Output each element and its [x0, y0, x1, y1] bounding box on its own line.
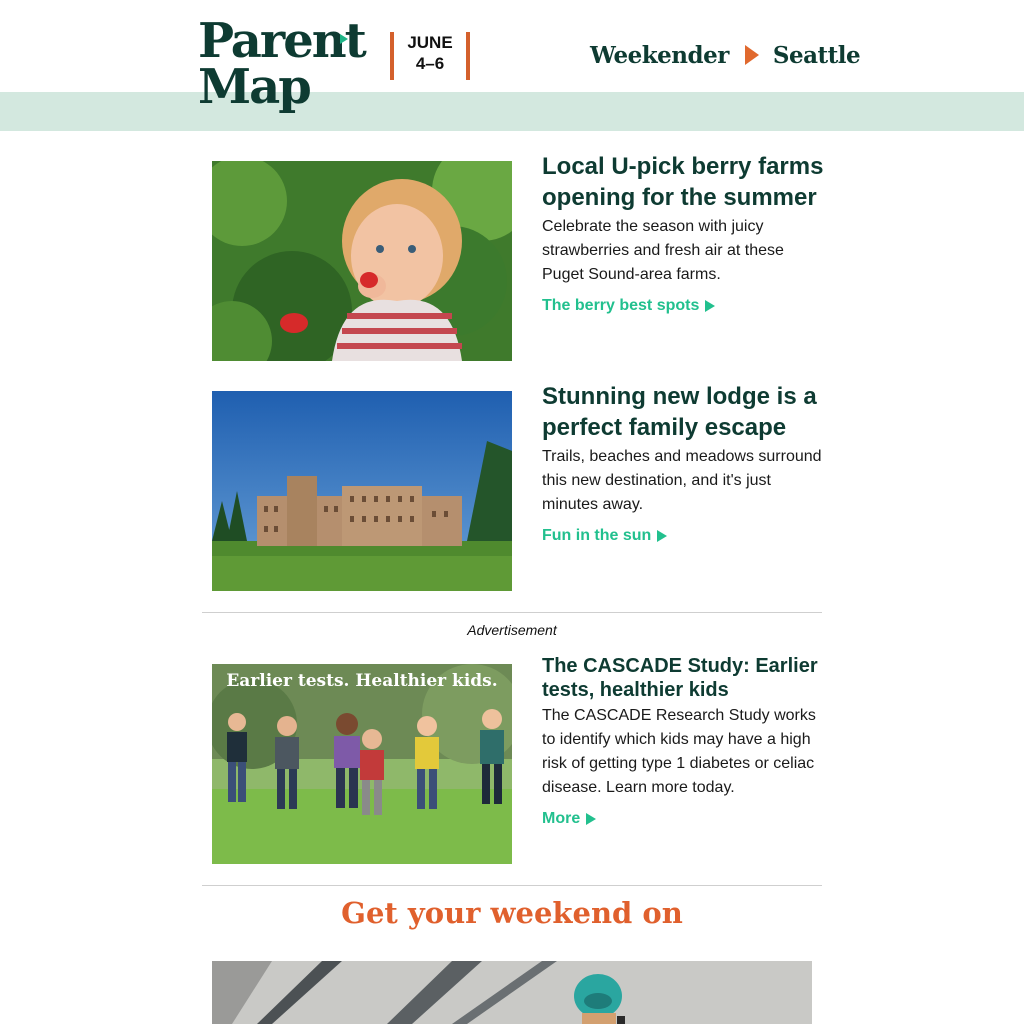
article-lodge: [212, 383, 824, 591]
newsletter-name: Weekender: [590, 41, 729, 69]
article-headline[interactable]: Stunning new lodge is a perfect family escape: [542, 383, 817, 441]
date-days: 4–6: [415, 54, 445, 73]
ad-headline[interactable]: The CASCADE Study: Earlier tests, healthier kids: [542, 655, 818, 701]
kids-running-photo: [212, 664, 512, 864]
parentmap-logo[interactable]: [198, 13, 365, 122]
header-band: [0, 92, 1024, 131]
section-heading: Get your weekend on: [341, 896, 683, 930]
article-description: Celebrate the season with juicy strawberries and fresh air at these Puget Sound-area farms.: [542, 218, 784, 283]
play-triangle-icon: [745, 45, 759, 65]
logo-line-2: Map: [198, 59, 310, 115]
logo-line-1: Parent: [198, 13, 365, 69]
child-in-helmet-photo: [212, 961, 812, 1024]
weekend-feature-image[interactable]: [212, 961, 812, 1024]
article-berry-farms: [212, 153, 824, 361]
ad-image-caption: Earlier tests. Healthier kids.: [226, 671, 498, 691]
logo-play-icon: [340, 34, 348, 44]
fun-in-sun-link[interactable]: [542, 527, 667, 545]
berry-spots-link[interactable]: [542, 297, 715, 315]
ad-text: [542, 655, 824, 828]
lodge-building-photo: [212, 391, 512, 591]
article-image-berry[interactable]: [212, 161, 512, 361]
article-headline[interactable]: Local U-pick berry farms opening for the summer: [542, 153, 824, 211]
article-text: [542, 153, 824, 315]
date-month: JUNE: [407, 33, 453, 52]
ad-description: The CASCADE Research Study works to identify which kids may have a high risk of getting type 1 diabetes or celiac disease. Learn more today.: [542, 707, 816, 796]
cta-label: The berry best spots: [542, 297, 700, 314]
newsletter-title: [590, 38, 860, 72]
cta-label: More: [542, 810, 581, 827]
play-arrow-icon: [586, 813, 596, 825]
article-text: [542, 383, 824, 545]
more-link[interactable]: [542, 810, 596, 828]
article-image-lodge[interactable]: [212, 391, 512, 591]
ad-cascade-study: [212, 655, 824, 864]
play-arrow-icon: [705, 300, 715, 312]
divider: [202, 885, 822, 886]
article-description: Trails, beaches and meadows surround this new destination, and it's just minutes away.: [542, 448, 822, 513]
divider: [202, 612, 822, 613]
cta-label: Fun in the sun: [542, 527, 652, 544]
play-arrow-icon: [657, 530, 667, 542]
advertisement-label: Advertisement: [467, 622, 557, 638]
newsletter-city: Seattle: [772, 41, 861, 69]
date-range-box: [390, 32, 470, 80]
ad-image-cascade[interactable]: [212, 664, 512, 864]
toddler-eating-strawberry-photo: [212, 161, 512, 361]
